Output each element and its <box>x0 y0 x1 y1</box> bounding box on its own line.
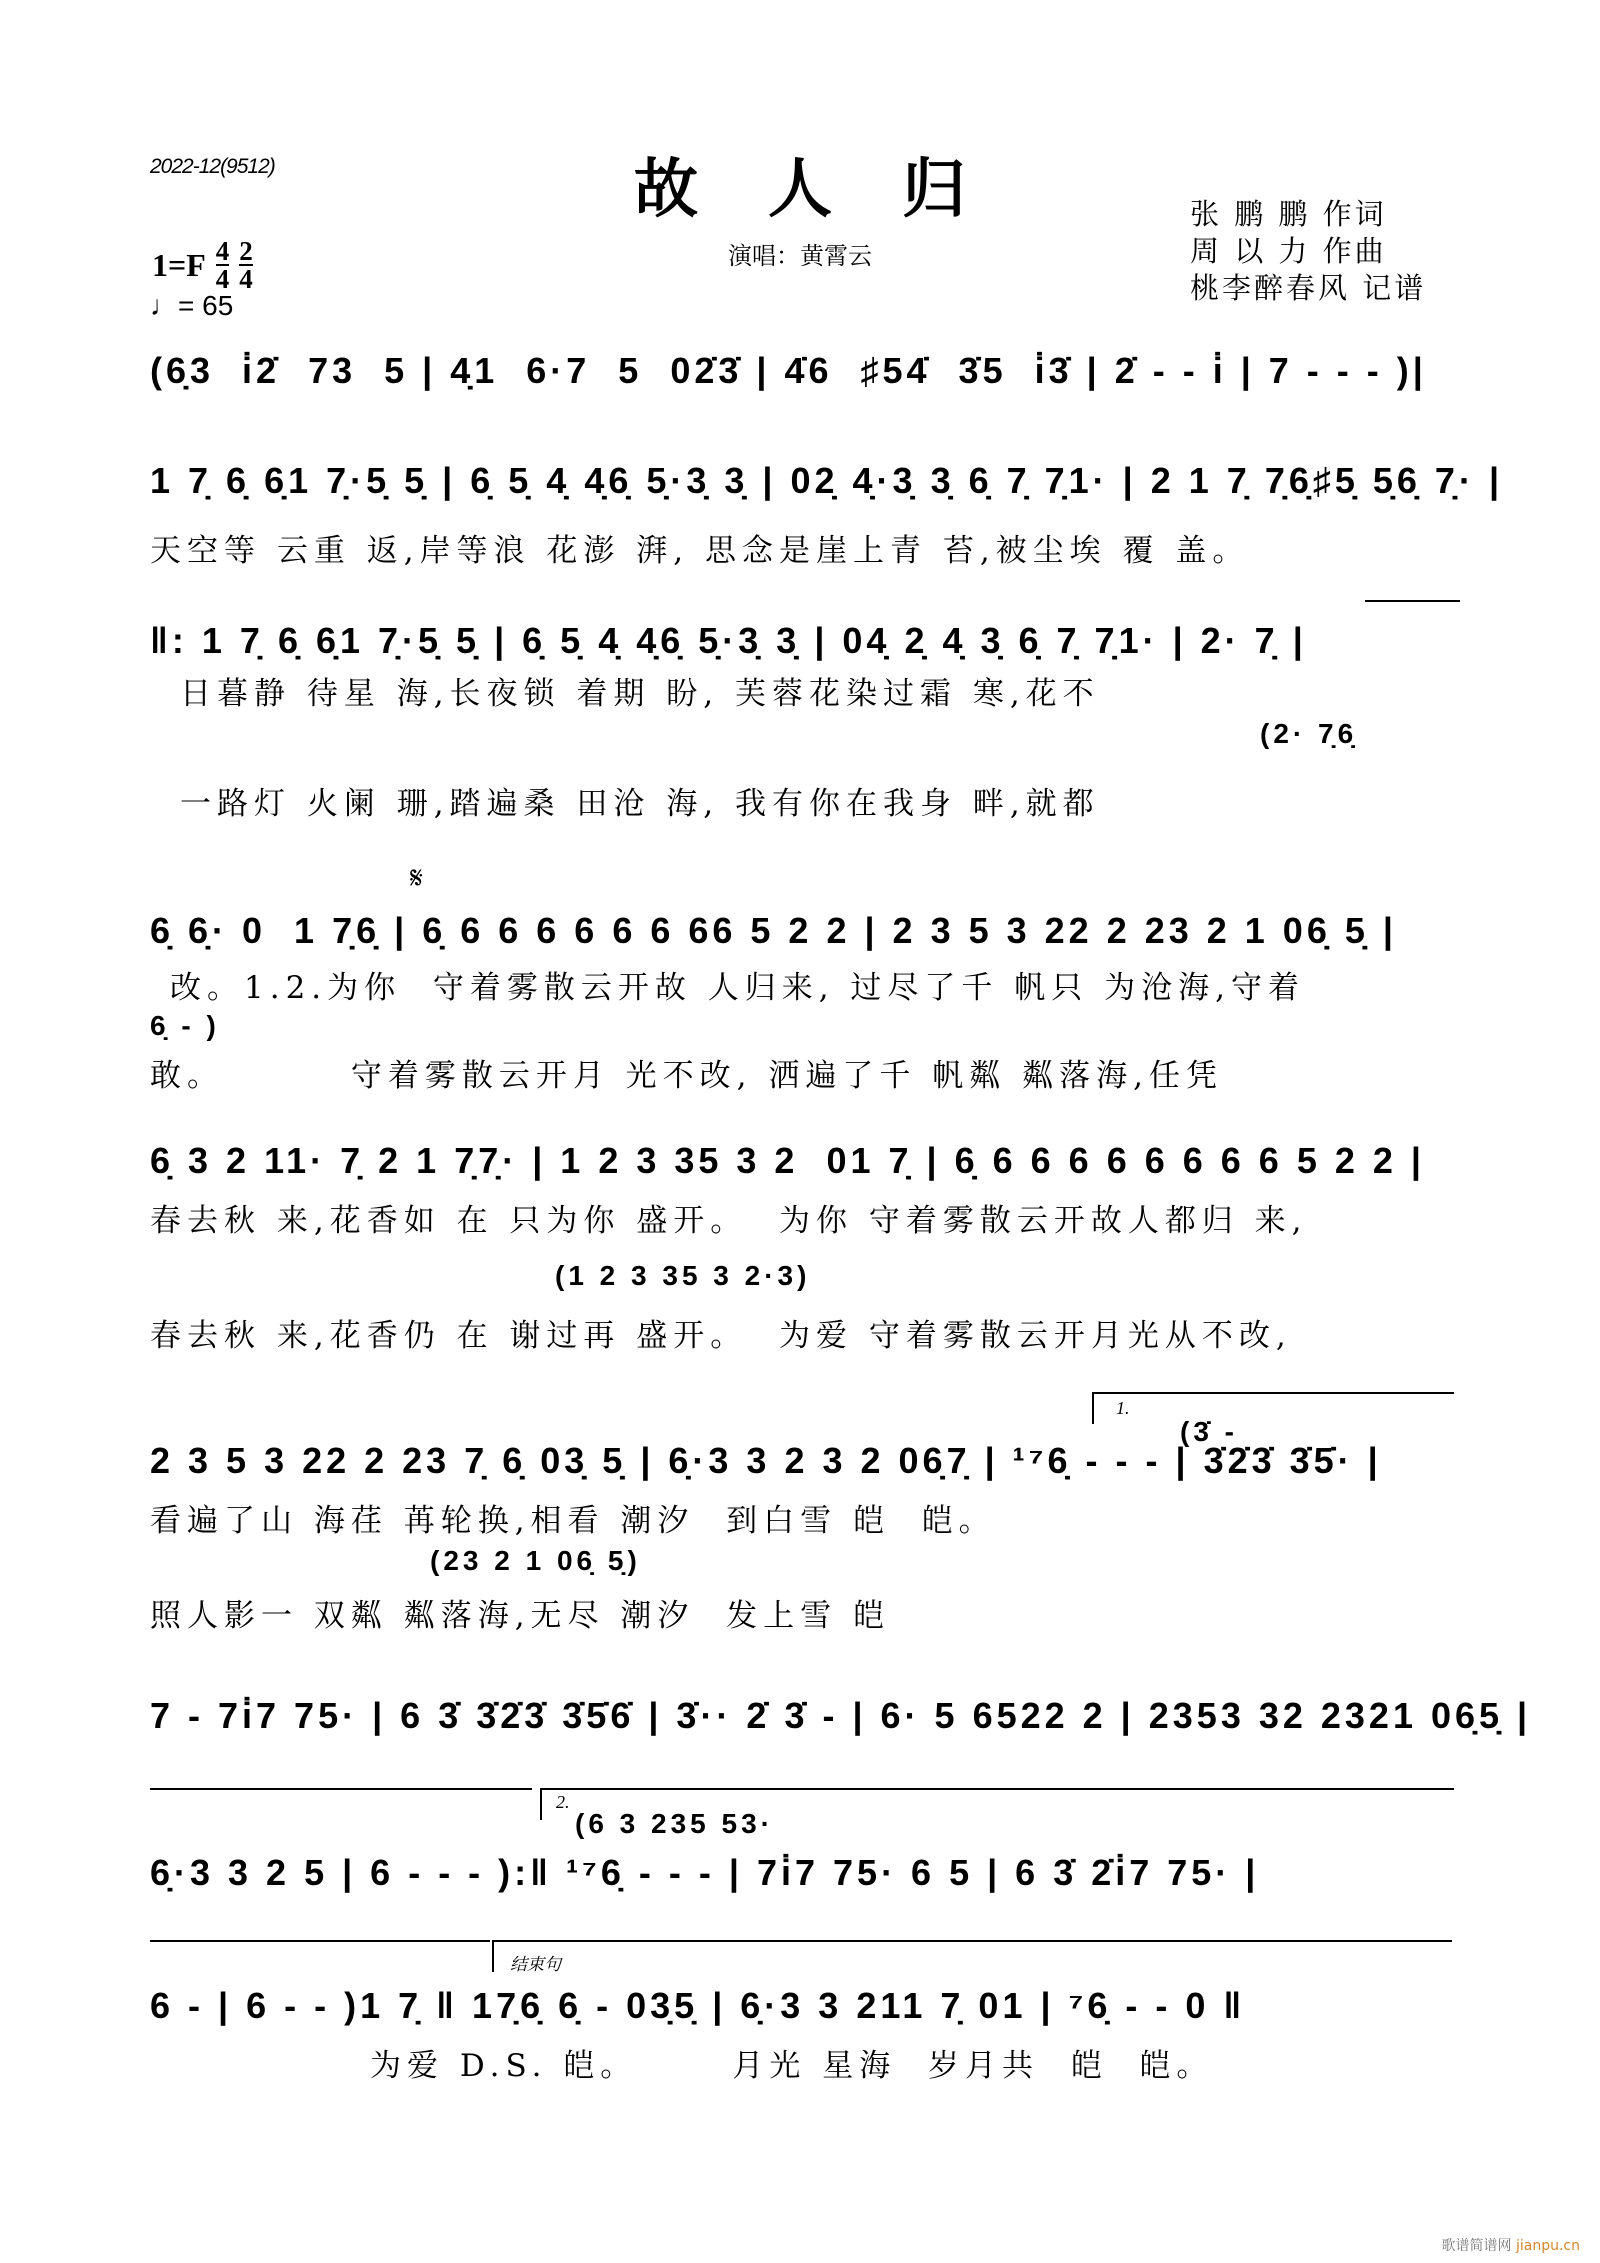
system-8-notes: 6̣·3 3 2 5 | 6 - - - ):‖ ¹⁷6̣ - - - | 7i̇7 75· 6 5 | 6 3̇ 2̇i̇7 75· | <box>150 1852 1260 1893</box>
system-3-lyrics-2: 一路灯 火阑 珊,踏遍桑 田沧 海, 我有你在我身 畔,就都 <box>180 786 1100 822</box>
lyricist-credit: 张 鹏 鹏 作词 <box>1190 197 1387 231</box>
system-5-notes: 6̣ 3 2 11· 7̣ 2 1 7̣7̣· | 1 2 3 35 3 2 01 7̣ | 6̣ 6 6 6 6 6 6 6 6 5 2 2 | <box>150 1140 1425 1181</box>
segno-icon: 𝄋 <box>410 862 423 895</box>
system-6-lyrics-2: 照人影一 双粼 粼落海,无尽 潮汐 发上雪 皑 <box>150 1598 890 1634</box>
system-4-notes: 6̣ 6̣· 0 1 7̣6̣ | 6̣ 6 6 6 6 6 6 66 5 2 2 | 2 3 5 3 22 2 23 2 1 06̣ 5̣ | <box>150 910 1397 951</box>
system-3-notes: ‖: 1 7̣ 6̣ 6̣1 7̣·5̣ 5̣ | 6̣ 5̣ 4̣ 4̣6̣ 5̣·3̣ 3̣ | 04̣ 2̣ 4̣ 3̣ 6̣ 7̣ 7̣1· | 2· 7̣ | <box>150 620 1307 661</box>
system-9-lyrics-1: 为爱 D.S. 皑。 月光 星海 岁月共 皑 皑。 <box>370 2048 1214 2084</box>
system-3-lyrics-1: 日暮静 待星 海,长夜锁 着期 盼, 芙蓉花染过霜 寒,花不 <box>180 676 1100 712</box>
system-4-alt-note: 6̣ - ) <box>150 1010 220 1041</box>
system-6-lyrics-1: 看遍了山 海荏 苒轮换,相看 潮汐 到白雪 皑 皑。 <box>150 1503 996 1539</box>
system-5-lyrics-1: 春去秋 来,花香如 在 只为你 盛开。 为你 守着雾散云开故人都归 来, <box>150 1203 1308 1239</box>
tie-bracket <box>1365 600 1460 632</box>
system-7-notes: 7 - 7i̇7 75· | 6 3̇ 3̇2̇3̇ 3̇5̇6̇ | 3̇·· 2̇ 3̇ - | 6· 5 6522 2 | 2353 32 2321 06̣5̣ | <box>150 1695 1532 1736</box>
transcriber-credit: 桃李醉春风 记谱 <box>1190 271 1427 305</box>
tempo-marking: ♩= 65 <box>150 290 234 321</box>
system-5-interlude: (1 2 3 35 3 2·3) <box>555 1260 811 1291</box>
system-2-lyrics-1: 天空等 云重 返,岸等浪 花澎 湃, 思念是崖上青 苔,被尘埃 覆 盖。 <box>150 533 1250 569</box>
coda-bracket <box>492 1940 1452 1972</box>
system-5-lyrics-2: 春去秋 来,花香仍 在 谢过再 盛开。 为爱 守着雾散云开月光从不改, <box>150 1318 1292 1354</box>
repeat-bracket <box>150 1788 532 1820</box>
system-3-interlude: (2· 7̣6̣ <box>1260 718 1358 749</box>
system-6-notes: 2 3 5 3 22 2 23 7̣ 6̣ 03̣ 5̣ | 6̣·3 3 2 3 2 06̣7̣ | ¹⁷6̣ - - - | 3̇2̇3̇ 3̇5̇· | <box>150 1440 1382 1481</box>
system-4-lyrics-2: 敢。 守着雾散云开月 光不改, 洒遍了千 帆粼 粼落海,任凭 <box>150 1058 1223 1094</box>
singer-credit: 演唱：黄霄云 <box>728 242 872 270</box>
credits <box>1190 196 1426 307</box>
composer-credit: 周 以 力 作曲 <box>1190 234 1387 268</box>
system-9-notes: 6 - | 6 - - )1 7̣ ‖ 17̣6̣ 6̣ - 03̣5̣ | 6̣·3 3 211 7̣ 01 | ⁷6̣ - - 0 ‖ <box>150 1985 1246 2026</box>
volta-1-bracket <box>1092 1392 1454 1424</box>
volta-1-interlude: (3̇ - <box>1180 1416 1238 1447</box>
time-sig-2-4: $\frac{2}{4}$ <box>239 236 253 294</box>
tie-bracket-2 <box>150 1940 490 1972</box>
song-title: 故人归 <box>634 152 1036 227</box>
watermark: 歌谱简谱网 jianpu.cn <box>1441 2238 1580 2254</box>
system-4-lyrics-1: 改。1.2.为你 守着雾散云开故 人归来, 过尽了千 帆只 为沧海,守着 <box>170 970 1305 1006</box>
key-signature <box>152 238 253 292</box>
system-2-notes: 1 7̣ 6̣ 6̣1 7̣·5̣ 5̣ | 6̣ 5̣ 4̣ 4̣6̣ 5̣·3̣ 3̣ | 02̣ 4̣·3̣ 3̣ 6̣ 7̣ 7̣1· | 2 1 7̣ 7̣6̣♯5̣ 5̣6̣ 7̣· | <box>150 460 1504 501</box>
key-label: 1=F <box>152 246 206 283</box>
time-sig-4-4: $\frac{4}{4}$ <box>215 236 230 294</box>
score-code: 2022-12(9512) <box>150 155 275 178</box>
volta-1-label: 1. <box>1116 1398 1130 1418</box>
volta-2-interlude: (6 3 235 53· <box>575 1808 774 1839</box>
volta-2-label: 2. <box>556 1792 570 1812</box>
coda-label: 结束句 <box>510 1955 561 1974</box>
system-6-interlude: (23 2 1 06̣ 5̣) <box>430 1545 641 1576</box>
system-1-notes: (6̣3 i̇2̇ 73 5 | 4̣1 6·7 5 02̇3̇ | 4̇6 ♯54̇ 3̇5 i̇3̇ | 2̇ - - i̇ | 7 - - - )| <box>150 350 1427 391</box>
